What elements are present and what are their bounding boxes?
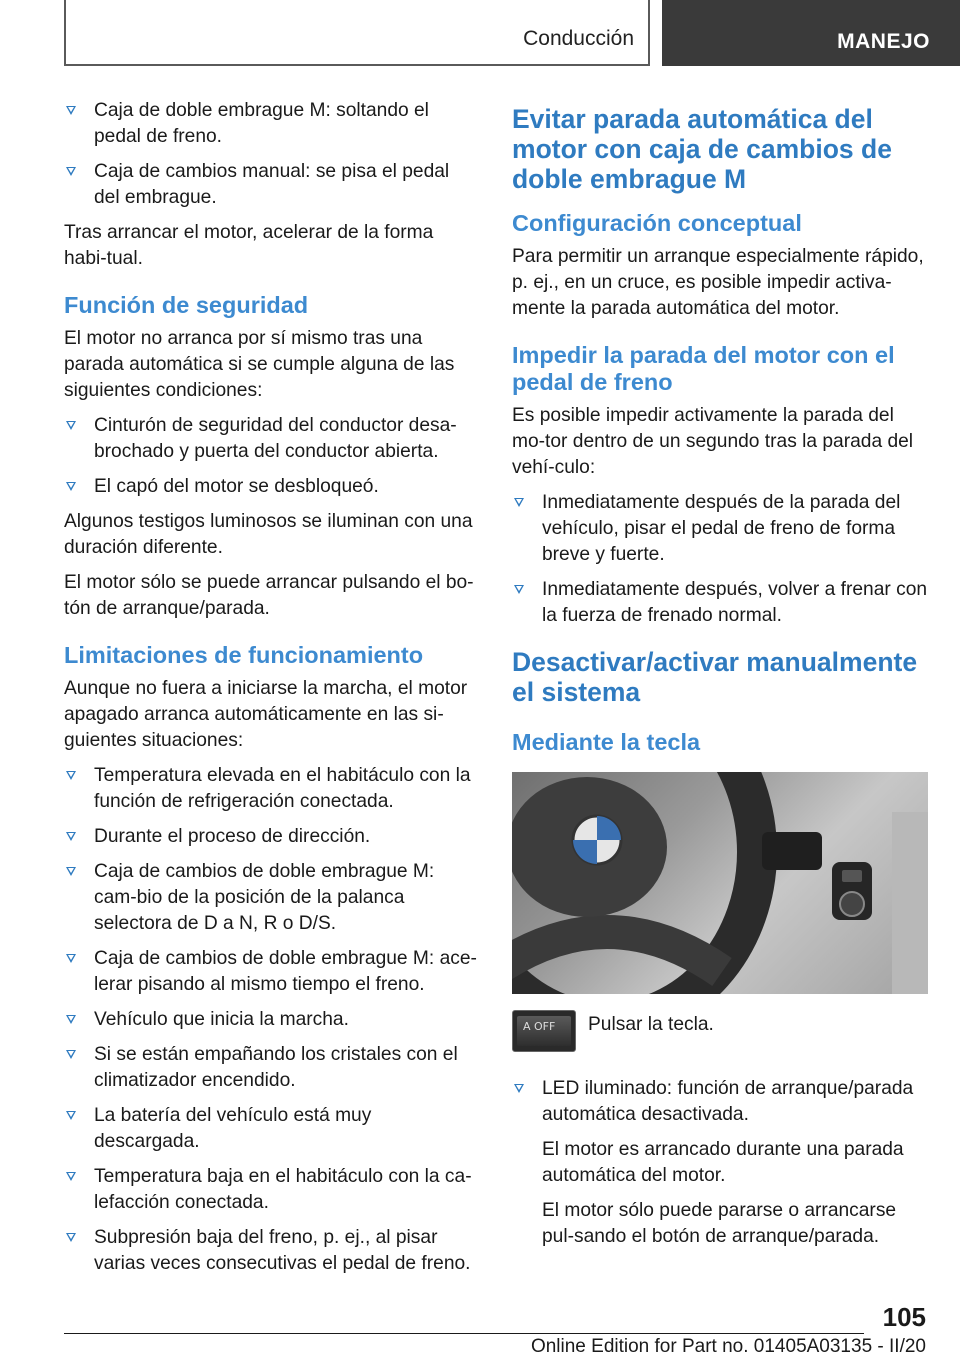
paragraph: Aunque no fuera a iniciarse la marcha, el motor apagado arranca automáticamente en las si‐guientes situaciones:: [64, 678, 468, 751]
triangle-bullet-icon: [66, 1111, 76, 1120]
list-item: Cinturón de seguridad del conductor desa‐brochado y puerta del conductor abierta.: [64, 413, 480, 465]
auto-start-stop-off-button-image: [512, 1010, 576, 1052]
triangle-bullet-icon: [66, 867, 76, 876]
list-situaciones: [64, 763, 480, 1277]
list-item: Inmediatamente después, volver a frenar con la fuerza de frenado normal.: [512, 577, 928, 629]
triangle-bullet-icon: [66, 1015, 76, 1024]
left-column: [64, 98, 480, 1286]
paragraph: El motor sólo puede pararse o arrancarse pul‐sando el botón de arranque/parada.: [542, 1200, 897, 1247]
list-item: Temperatura baja en el habitáculo con la ca‐lefacción conectada.: [64, 1164, 480, 1216]
page-number: 105: [882, 1302, 926, 1332]
key-row: [512, 1010, 928, 1062]
list-item: Subpresión baja del freno, p. ej., al pisar varias veces consecutivas el pedal de freno.: [64, 1225, 480, 1277]
list-embrague: [64, 98, 480, 211]
header-section-box: [64, 0, 650, 66]
triangle-bullet-icon: [66, 167, 76, 176]
steering-wheel-illustration: [512, 772, 928, 994]
list-item: Caja de doble embrague M: soltando el pedal de freno.: [64, 98, 480, 150]
triangle-bullet-icon: [66, 482, 76, 491]
header-chapter-tab: MANEJO: [662, 0, 960, 66]
heading-impedir-parada: Impedir la parada del motor con el pedal de freno: [512, 342, 895, 395]
triangle-bullet-icon: [514, 1084, 524, 1093]
heading-desactivar: Desactivar/activar manualmente el sistema: [512, 647, 918, 707]
list-item: LED iluminado: función de arranque/parada automática desactivada.: [512, 1076, 928, 1128]
list-led: [512, 1076, 928, 1128]
heading-limitaciones: Limitaciones de funcionamiento: [64, 642, 424, 668]
list-condiciones: [64, 413, 480, 500]
triangle-bullet-icon: [514, 498, 524, 507]
heading-evitar-parada: Evitar parada automática del motor con caja de cambios de doble embrague M: [512, 104, 892, 194]
paragraph: Es posible impedir activamente la parada del mo‐tor dentro de un segundo tras la parada del vehí‐culo:: [512, 405, 914, 478]
triangle-bullet-icon: [514, 585, 524, 594]
list-item: Caja de cambios de doble embrague M: cam‐bio de la posición de la palanca selectora de D a N, R o D/S.: [64, 859, 480, 937]
key-instruction: Pulsar la tecla.: [588, 1014, 714, 1035]
footer-divider: [64, 1333, 864, 1334]
triangle-bullet-icon: [66, 832, 76, 841]
list-item: Inmediatamente después de la parada del vehículo, pisar el pedal de freno de forma breve y fuerte.: [512, 490, 928, 568]
paragraph: El motor es arrancado durante una parada automática del motor.: [542, 1139, 904, 1186]
triangle-bullet-icon: [66, 1233, 76, 1242]
triangle-bullet-icon: [66, 421, 76, 430]
paragraph: El motor no arranca por sí mismo tras una parada automática si se cumple alguna de las siguientes condiciones:: [64, 328, 455, 401]
auto-start-stop-icon: A OFF: [523, 1020, 556, 1033]
list-item: Temperatura elevada en el habitáculo con la función de refrigeración conectada.: [64, 763, 480, 815]
triangle-bullet-icon: [66, 1050, 76, 1059]
paragraph: El motor sólo se puede arrancar pulsando el bo‐tón de arranque/parada.: [64, 572, 474, 619]
triangle-bullet-icon: [66, 771, 76, 780]
heading-funcion-seguridad: Función de seguridad: [64, 292, 309, 318]
list-item: Si se están empañando los cristales con el climatizador encendido.: [64, 1042, 480, 1094]
paragraph: Para permitir un arranque especialmente rápido, p. ej., en un cruce, es posible impedir activa‐mente la parada automática del motor.: [512, 246, 924, 319]
heading-mediante-tecla: Mediante la tecla: [512, 729, 701, 755]
triangle-bullet-icon: [66, 954, 76, 963]
list-impedir: [512, 490, 928, 629]
list-item: El capó del motor se desbloqueó.: [64, 474, 480, 500]
heading-configuracion: Configuración conceptual: [512, 210, 802, 236]
list-item: Caja de cambios de doble embrague M: ace‐lerar pisando al mismo tiempo el freno.: [64, 946, 480, 998]
triangle-bullet-icon: [66, 1172, 76, 1181]
right-column: [512, 98, 928, 1259]
paragraph: Algunos testigos luminosos se iluminan con una duración diferente.: [64, 511, 473, 558]
steering-wheel-photo: [512, 772, 928, 994]
list-item: Durante el proceso de dirección.: [64, 824, 480, 850]
paragraph: Tras arrancar el motor, acelerar de la forma habi‐tual.: [64, 222, 434, 269]
list-item: Caja de cambios manual: se pisa el pedal del embrague.: [64, 159, 480, 211]
triangle-bullet-icon: [66, 106, 76, 115]
list-item: La batería del vehículo está muy descargada.: [64, 1103, 480, 1155]
header-section-title: Conducción: [523, 27, 634, 50]
footer-edition: Online Edition for Part no. 01405A03135 - II/20: [530, 1336, 926, 1357]
list-item: Vehículo que inicia la marcha.: [64, 1007, 480, 1033]
